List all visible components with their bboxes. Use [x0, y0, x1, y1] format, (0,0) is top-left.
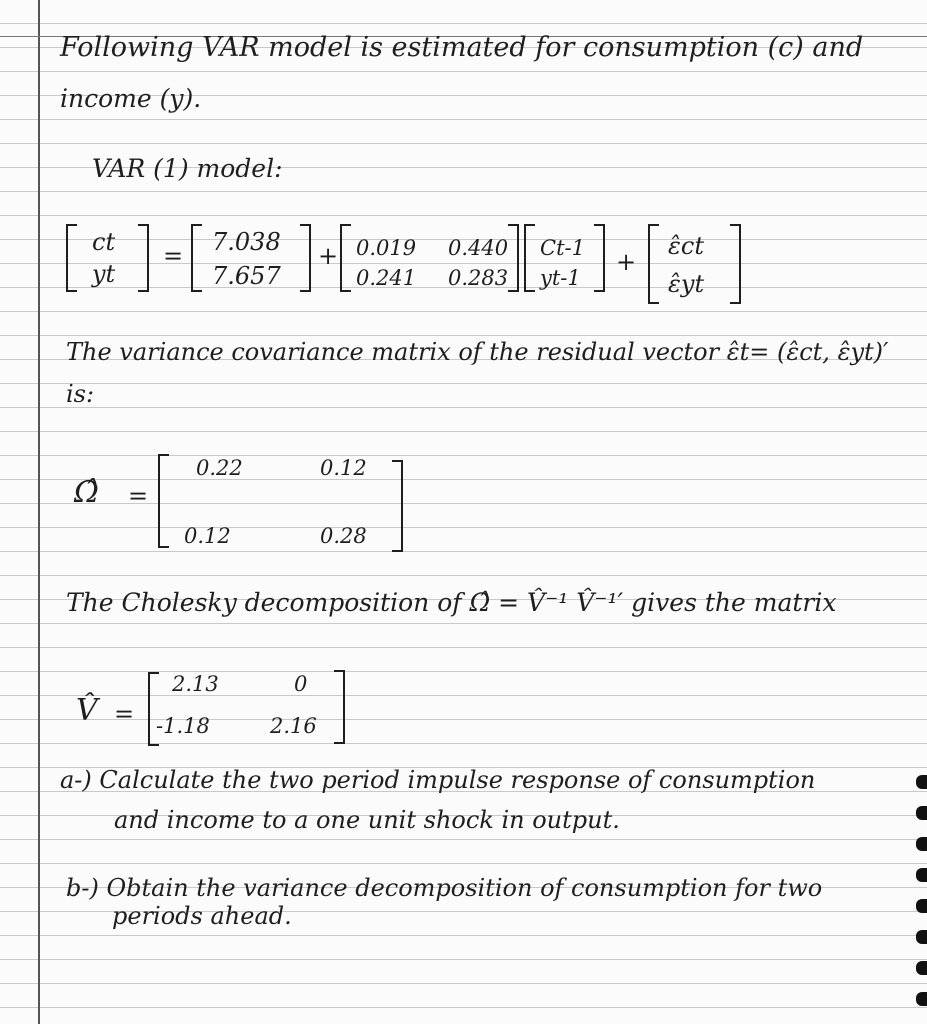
error-y: ε̂yt	[668, 270, 705, 298]
error-bracket-right	[730, 224, 741, 304]
variance-text-line-1: The variance covariance matrix of the residual vector ε̂t= (ε̂ct, ε̂yt)′	[66, 338, 889, 366]
question-a-line-1: a-) Calculate the two period impulse response of consumption	[60, 766, 816, 794]
intro-line-1: Following VAR model is estimated for consumption (c) and	[60, 32, 864, 63]
v-equals: =	[114, 700, 135, 728]
plus-sign-1: +	[318, 242, 339, 270]
v-bracket-right	[334, 670, 345, 744]
model-heading: VAR (1) model:	[92, 154, 283, 183]
cholesky-text: The Cholesky decomposition of Ω̂ = V̂⁻¹ V̂⁻¹′ gives the matrix	[66, 588, 837, 617]
intercept-bracket-left	[191, 224, 202, 292]
intercept-c: 7.038	[212, 228, 281, 256]
v-21: -1.18	[156, 714, 210, 738]
coef-21: 0.241	[356, 266, 417, 290]
question-a-line-2: and income to a one unit shock in output.	[114, 806, 620, 834]
lag-y: yt-1	[540, 266, 581, 290]
binder-hole	[916, 899, 927, 913]
binder-hole	[916, 992, 927, 1006]
omega-11: 0.22	[196, 456, 243, 480]
lhs-bracket-right	[138, 224, 149, 292]
omega-symbol: Ω̂	[74, 475, 99, 510]
question-b-line-2: periods ahead.	[112, 902, 292, 930]
lhs-bracket-left	[66, 224, 77, 292]
intercept-y: 7.657	[212, 262, 281, 290]
intercept-bracket-right	[300, 224, 311, 292]
lhs-ct: ct	[92, 228, 116, 256]
coef-12: 0.440	[448, 236, 509, 260]
omega-bracket-left	[158, 454, 169, 548]
binder-hole	[916, 806, 927, 820]
lhs-yt: yt	[92, 260, 116, 288]
v-11: 2.13	[172, 672, 219, 696]
binder-holes	[913, 775, 927, 1023]
coef-bracket-right	[508, 224, 519, 292]
v-12: 0	[294, 672, 308, 696]
binder-hole	[916, 868, 927, 882]
binder-hole	[916, 837, 927, 851]
equals-sign: =	[163, 242, 184, 270]
intro-line-2: income (y).	[60, 84, 202, 113]
page-margin-line	[38, 0, 40, 1024]
omega-equals: =	[128, 482, 149, 510]
omega-bracket-right	[392, 460, 403, 552]
omega-12: 0.12	[320, 456, 367, 480]
lag-c: Ct-1	[540, 236, 585, 260]
v-22: 2.16	[270, 714, 317, 738]
binder-hole	[916, 930, 927, 944]
v-symbol: V̂	[76, 693, 98, 728]
coef-bracket-left	[340, 224, 351, 292]
binder-hole	[916, 775, 927, 789]
binder-hole	[916, 961, 927, 975]
omega-21: 0.12	[184, 524, 231, 548]
lag-bracket-right	[594, 224, 605, 292]
question-b-line-1: b-) Obtain the variance decomposition of consumption for two	[66, 874, 823, 902]
variance-text-line-2: is:	[66, 380, 95, 408]
lag-bracket-left	[524, 224, 535, 292]
coef-22: 0.283	[448, 266, 509, 290]
coef-11: 0.019	[356, 236, 417, 260]
omega-22: 0.28	[320, 524, 367, 548]
error-c: ε̂ct	[668, 232, 704, 260]
plus-sign-2: +	[616, 248, 637, 276]
error-bracket-left	[648, 224, 659, 304]
